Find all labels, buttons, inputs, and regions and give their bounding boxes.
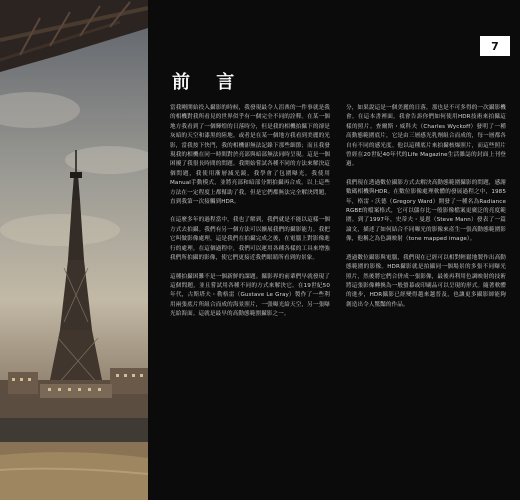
text-panel xyxy=(148,0,520,500)
tower-photo-illustration xyxy=(0,0,148,500)
left-column xyxy=(170,104,330,494)
paragraph: 在這麼多年的過程當中，我也了解到，我們就是不能以這樣一個方式去拍攝。我們有另一個方法可以擴展我們的攝影能力。我把它叫做影像處理，這是我們在拍攝完成之後，在電腦上對影像進行的處理。在這個過程中，我們可以運用各種各樣的工具來增強我們所拍攝的影像，使它們更接近我們眼睛所看到的景象。 xyxy=(170,217,330,262)
paragraph: 透過數位攝影與電腦，我們現在已經可以相對輕鬆地製作出高動態範圍的影像。HDR攝影就是拍攝同一個場景的多張不同曝光照片，然後將它們合併成一張影像，最後再利用色調映射的技術將這張影像轉換為一般螢幕或印刷品可以呈現的形式。隨著軟體的進步，HDR攝影已經變得越來越普及，也讓更多攝影師能夠創造出令人驚豔的作品。 xyxy=(346,254,506,308)
paragraph: 分，如果說這是一個美麗的日落，那也是不可多得的一次攝影機會。在這本書裡面，我會告訴你們如何使用HDR技術來拍攝這樣的照片。查爾斯・威科夫（Charles Wyckoff）發明了一種高動態範圍底片，它是由三層感光乳劑組合而成的，每一層都各自有不同的感光度。他以這種底片來拍攝核爆照片，而這些照片曾經在20世紀40年代的Life Magazine生活雜誌的封面上刊登過。 xyxy=(346,105,506,168)
paragraph: 當我剛開始投入攝影的時候，我發現最令人沮喪的一件事就是我的相機對我所看見的世界似乎有一個完全不同的詮釋。在某一個地方我看到了一個輝煌的日落時分，但是我的相機拍攝下的卻是灰暗的天空和漆黑的陸地。或者是在某一個地方我看到美麗的光影，當我按下快門，我的相機卻無法記錄下那些細節；而且我發現我的相機在同一時間對於亮部與暗部無法同時呈現。這是一個困擾了我很長時間的問題。我開始嘗試各種不同的方法來解決這個問題，我使用漸層減光鏡，我學會了包圍曝光，我使用Manual手動模式，並將亮部和暗部分開拍攝再合成。以上這些方法在一定程度上都幫助了我，但是它們都無法完全解決問題，直到我第一次接觸到HDR。 xyxy=(170,105,330,206)
body-columns xyxy=(170,104,506,494)
paragraph: 我們現在透過數位攝影方式去解決高動態範圍攝影的問題，感謝數碼相機與HDR。在數位影像處理軟體的發展過程之中，1985年，格雷・沃德（Gregory Ward）開發了一種名為Radiance RGBE的檔案格式，它可以儲存比一般影像檔案更廣泛的亮度範圍。到了1997年，史蒂夫・曼恩（Steve Mann）發表了一篇論文，描述了如何結合不同曝光的影像來產生一張高動態範圍影像，他稱之為色調映射（tone mapped image）。 xyxy=(346,179,506,243)
tower-photo xyxy=(0,0,148,500)
right-column xyxy=(346,104,506,494)
page-title: 前 言 xyxy=(172,72,245,93)
page-number: 7 xyxy=(480,36,510,56)
paragraph: 這種拍攝困難不是一個新鮮的課題。攝影界的前輩們早就發現了這個問題，並且嘗試用各種不同的方式來解決它。在19世紀50年代，古斯塔夫・勒格雷（Gustave Le Gray）製作了一些利用兩張底片所組合而成的海景照片，一張曝光給天空，另一張曝光給海面。這就是最早的高動態範圍攝影之一。 xyxy=(170,273,330,318)
